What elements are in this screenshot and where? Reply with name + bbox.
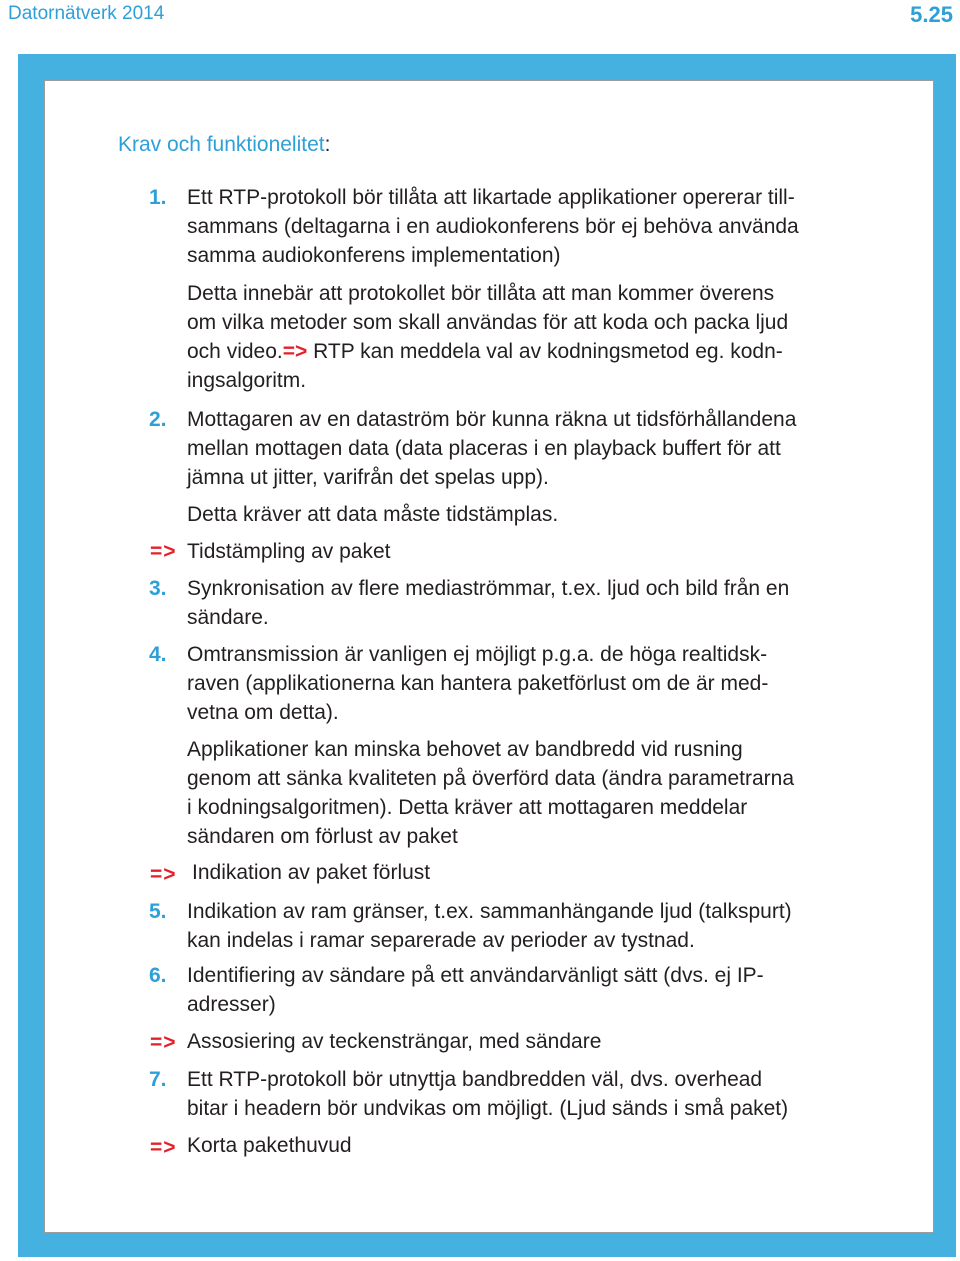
implies-arrow: =>: [150, 540, 177, 563]
item-5-line: Indikation av ram gränser, t.ex. sammanhängande ljud (talkspurt): [187, 900, 792, 923]
item-3-line: sändare.: [187, 606, 269, 629]
item-6-number: 6.: [149, 964, 167, 987]
item-1-detail-line: ingsalgoritm.: [187, 369, 307, 392]
item-4-number: 4.: [149, 643, 167, 666]
item-5-number: 5.: [149, 900, 167, 923]
item-4-text: [187, 640, 768, 727]
item-2-line: mellan mottagen data (data placeras i en playback buffert för att: [187, 437, 781, 460]
item-4-line: raven (applikationerna kan hantera paketförlust om de är med-: [187, 672, 769, 695]
item-3-number: 3.: [149, 577, 167, 600]
item-1-number: 1.: [149, 186, 167, 209]
slide-heading: [118, 132, 330, 158]
item-1-text: [187, 183, 799, 395]
item-5-text: [187, 897, 792, 955]
item-4-note-line: Applikationer kan minska behovet av bandbredd vid rusning: [187, 738, 743, 761]
implies-arrow: =>: [150, 1031, 177, 1054]
item-6-line: Identifiering av sändare på ett användarvänligt sätt (dvs. ej IP-: [187, 964, 764, 987]
item-2-note: Detta kräver att data måste tidstämplas.: [187, 503, 559, 526]
item-7-number: 7.: [149, 1068, 167, 1091]
item-7-line: Ett RTP-protokoll bör utnyttja bandbredden väl, dvs. overhead: [187, 1068, 763, 1091]
slide-heading-text: Krav och funktionelitet: [118, 133, 325, 156]
item-1-line: samma audiokonferens implementation): [187, 244, 561, 267]
implies-arrow: =>: [150, 863, 177, 886]
item-2-line: jämna ut jitter, varifrån det spelas upp).: [187, 466, 549, 489]
item-3-line: Synkronisation av flere mediaströmmar, t.ex. ljud och bild från en: [187, 577, 790, 600]
item-4-line: Omtransmission är vanligen ej möjligt p.g.a. de höga realtidsk-: [187, 643, 768, 666]
item-6-result: Assosiering av teckensträngar, med sändare: [187, 1030, 602, 1053]
item-2-number: 2.: [149, 408, 167, 431]
implies-arrow: =>: [150, 1136, 177, 1159]
item-1-rtp-text: RTP kan meddela val av kodningsmetod eg. kodn-: [307, 340, 783, 363]
item-2-result: Tidstämpling av paket: [187, 540, 391, 563]
item-2-line: Mottagaren av en dataström bör kunna räkna ut tidsförhållandena: [187, 408, 797, 431]
item-1-video-text: och video.: [187, 340, 283, 363]
item-4-result: Indikation av paket förlust: [192, 861, 431, 884]
item-4-note-line: sändaren om förlust av paket: [187, 825, 458, 848]
item-1-detail-line: Detta innebär att protokollet bör tillåta att man kommer överens: [187, 282, 775, 305]
item-3-text: [187, 574, 789, 632]
item-6-line: adresser): [187, 993, 276, 1016]
item-1-line: Ett RTP-protokoll bör tillåta att likartade applikationer opererar till-: [187, 186, 795, 209]
item-6-text: [187, 961, 764, 1019]
item-4-note-line: genom att sänka kvaliteten på överförd data (ändra parametrarna: [187, 767, 795, 790]
item-4-note-line: i kodningsalgoritmen). Detta kräver att mottagaren meddelar: [187, 796, 748, 819]
item-4-line: vetna om detta).: [187, 701, 339, 724]
implies-arrow: =>: [282, 340, 308, 363]
item-2-text: [187, 405, 796, 492]
item-5-line: kan indelas i ramar separerade av perioder av tystnad.: [187, 929, 695, 952]
item-1-line: sammans (deltagarna i en audiokonferens bör ej behöva använda: [187, 215, 799, 238]
item-1-detail-line: [187, 337, 799, 366]
item-7-result: Korta pakethuvud: [187, 1134, 352, 1157]
course-title: Datornätverk 2014: [8, 3, 165, 24]
item-7-text: [187, 1065, 788, 1123]
page-number: 5.25: [910, 2, 953, 27]
item-4-note: [187, 735, 794, 851]
slide-heading-colon: :: [324, 133, 331, 156]
item-7-line: bitar i headern bör undvikas om möjligt. (Ljud sänds i små paket): [187, 1097, 789, 1120]
item-1-detail-line: om vilka metoder som skall användas för att koda och packa ljud: [187, 311, 789, 334]
